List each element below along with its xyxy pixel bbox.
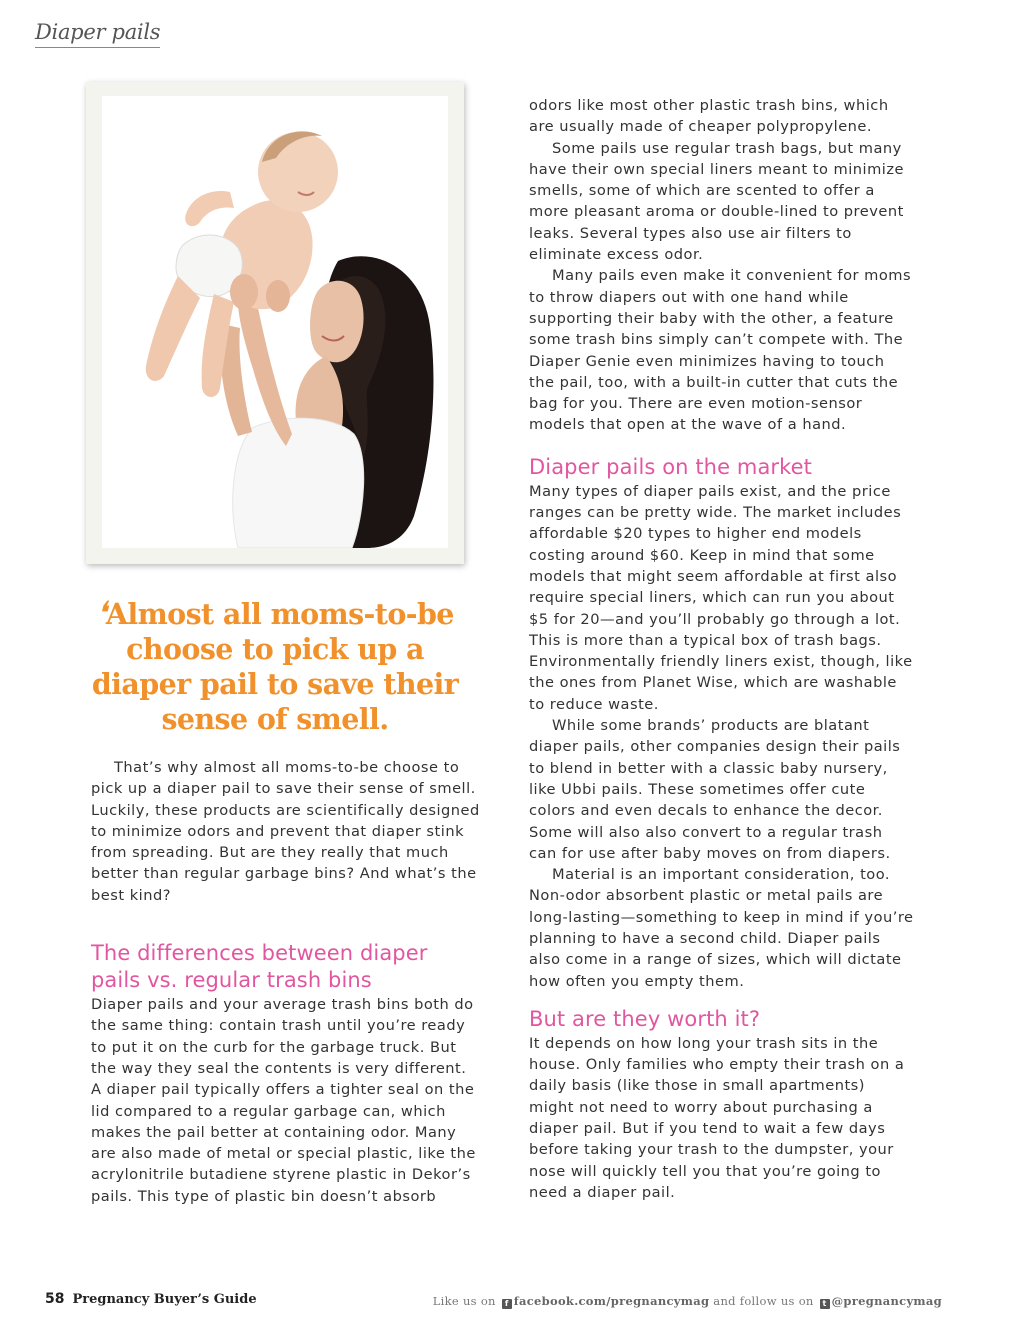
- follow-text: and follow us on: [713, 1294, 814, 1308]
- facebook-link[interactable]: facebook.com/pregnancymag: [513, 1294, 710, 1308]
- pull-quote: [86, 596, 464, 737]
- section-tag: Diaper pails: [35, 20, 160, 48]
- pull-quote-text: Almost all moms-to-be choose to pick up a diaper pail to save their sense of smell.: [91, 597, 459, 736]
- publication-name: Pregnancy Buyer’s Guide: [72, 1292, 257, 1307]
- paragraph-one-hand: Many pails even make it convenient for moms to throw diapers out with one hand while supporting their baby with the other, a feature some trash bins simply can’t compete with. The Diaper Genie even minimizes having to touch the pail, too, with a built-in cutter that cuts the bag for you. There are even motion-sensor models that open at the wave of a hand.: [529, 267, 912, 434]
- like-text: Like us on: [432, 1294, 496, 1308]
- footer-publication: [45, 1291, 257, 1307]
- paragraph-liners: Some pails use regular trash bags, but many have their own special liners meant to minimize smells, some of which are scented to offer a more pleasant aroma or double-lined to prevent leaks. Several types also use air filters to eliminate excess odor.: [529, 139, 905, 264]
- paragraph-odors: odors like most other plastic trash bins, which are usually made of cheaper polypropylene.: [529, 97, 889, 136]
- quote-mark-icon: ❛: [96, 594, 106, 632]
- photo-illustration: [102, 96, 448, 548]
- twitter-icon: t: [820, 1299, 830, 1309]
- paragraph-material: Material is an important consideration, too. Non-odor absorbent plastic or metal pails are long-lasting—something to keep in mind if you’re planning to have a second child. Diaper pails also come in a range of sizes, which will dictate how often you empty them.: [529, 866, 914, 990]
- paragraph-brands: While some brands’ products are blatant diaper pails, other companies design their pails to blend in better with a classic baby nursery, like Ubbi pails. These sometimes offer cute colors and even decals to enhance the decor. Some will also also convert to a regular trash can for use after baby moves on from diapers.: [529, 717, 901, 862]
- heading-differences: The differences between diaper pails vs. regular trash bins: [91, 941, 428, 993]
- intro-paragraph: That’s why almost all moms-to-be choose to pick up a diaper pail to save their sense of smell. Luckily, these products are scientifically designed to minimize odors and prevent that diaper stink from spreading. But are they really that much better than regular garbage bins? And what’s the best kind?: [91, 759, 480, 904]
- left-column: [91, 757, 481, 1207]
- heading-market: Diaper pails on the market: [529, 454, 813, 479]
- photo-frame: [86, 82, 464, 564]
- twitter-link[interactable]: @pregnancymag: [831, 1294, 942, 1308]
- differences-paragraph: Diaper pails and your average trash bins both do the same thing: contain trash until you’re ready to put it on the curb for the garbage truck. But the way they seal the contents is very different. A diaper pail typically offers a tighter seal on the lid compared to a regular garbage can, which makes the pail better at containing odor. Many are also made of metal or special plastic, like the acrylonitrile butadiene styrene plastic in Dekor’s pails. This type of plastic bin doesn’t absorb: [91, 996, 476, 1205]
- mother-baby-photo: [102, 96, 448, 548]
- heading-worth-it: But are they worth it?: [529, 1006, 761, 1031]
- footer-social: [433, 1294, 942, 1309]
- right-column: [529, 95, 914, 1203]
- facebook-icon: f: [502, 1299, 512, 1309]
- page-number: 58: [45, 1291, 65, 1307]
- paragraph-worth-it: It depends on how long your trash sits in the house. Only families who empty their trash on a daily basis (like those in small apartments) might not need to worry about purchasing a diaper pail. But if you tend to wait a few days before taking your trash to the dumpster, your nose will quickly tell you that you’re going to need a diaper pail.: [529, 1034, 905, 1201]
- paragraph-prices: Many types of diaper pails exist, and the price ranges can be pretty wide. The market includes affordable $20 types to higher end models costing around $60. Keep in mind that some models that might seem affordable at first also require special liners, which can run you about $5 for 20—and you’ll probably go through a lot. This is more than a typical box of trash bags. Environmentally friendly liners exist, though, like the ones from Planet Wise, which are washable to reduce waste.: [529, 482, 913, 713]
